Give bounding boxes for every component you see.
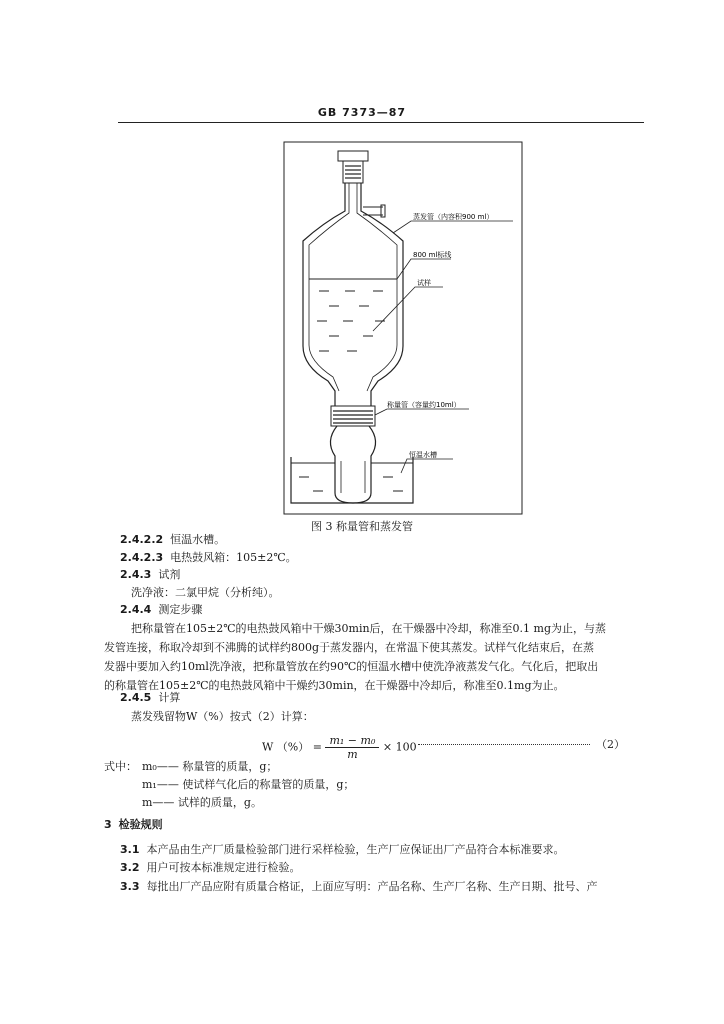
clause-245-body: 蒸发残留物W（%）按式（2）计算： <box>131 710 314 723</box>
formula <box>262 734 417 761</box>
clause-244-line-3: 发器中要加入约10ml洗净液，把称量管放在约90℃的恒温水槽中使洗净液蒸发气化。气化后，把取出 <box>104 660 599 673</box>
formula-lhs: W （%） = <box>262 740 322 754</box>
clause-32: 3.2 用户可按本标准规定进行检验。 <box>120 861 301 874</box>
label-mark: 800 ml标线 <box>413 251 452 259</box>
clause-33: 3.3 每批出厂产品应附有质量合格证，上面应写明：产品名称、生产厂名称、生产日期、批号、产 <box>120 880 598 893</box>
formula-leader <box>418 744 590 745</box>
clause-244: 2.4.4 测定步骤 <box>120 603 203 616</box>
where-line-2: m₁—— 使试样气化后的称量管的质量，g； <box>142 778 355 791</box>
stopper-cap <box>338 151 368 161</box>
clause-31: 3.1 本产品由生产厂质量检验部门进行采样检验，生产厂应保证出厂产品符合本标准要求。 <box>120 843 565 856</box>
water-bath <box>291 457 413 503</box>
formula-fraction <box>325 734 379 761</box>
stopper-thread <box>343 161 363 183</box>
clause-243-body: 洗净液：二氯甲烷（分析纯）。 <box>131 586 280 599</box>
label-sample: 试样 <box>417 279 431 287</box>
where-line-3: m—— 试样的质量，g。 <box>142 796 262 809</box>
formula-numerator: m₁ − m₀ <box>325 734 379 748</box>
page-header: GB 7373—87 <box>317 106 407 119</box>
clause-244-line-1: 把称量管在105±2℃的电热鼓风箱中干燥30min后，在干燥器中冷却，称准至0.1 mg为止，与蒸 <box>131 622 607 635</box>
apparatus-figure <box>283 141 523 515</box>
label-evap: 蒸发管（内容积900 ml） <box>413 213 494 221</box>
clause-2422: 2.4.2.2 恒温水槽。 <box>120 533 226 546</box>
clause-2423: 2.4.2.3 电热鼓风箱：105±2℃。 <box>120 551 297 564</box>
label-tube: 称量管（容量约10ml） <box>387 401 461 409</box>
weighing-tube <box>330 426 375 503</box>
formula-denominator: m <box>347 748 358 761</box>
label-bath: 恒温水槽 <box>409 451 437 459</box>
figure-caption: 图 3 称量管和蒸发管 <box>311 520 413 533</box>
header-rule <box>118 122 644 123</box>
clause-245: 2.4.5 计算 <box>120 691 181 704</box>
clause-244-line-4: 的称量管在105±2℃的电热鼓风箱中干燥约30min，在干燥器中冷却后，称准至0.1mg为止。 <box>104 679 565 692</box>
formula-number: （2） <box>596 738 625 751</box>
where-lead: 式中： <box>104 760 137 773</box>
formula-rhs: × 100 <box>382 740 417 754</box>
where-line-1: m₀—— 称量管的质量，g； <box>142 760 278 773</box>
clause-243: 2.4.3 试剂 <box>120 568 181 581</box>
clause-244-line-2: 发管连接，称取冷却到不沸腾的试样约800g于蒸发器内，在常温下使其蒸发。试样气化结束后，在蒸 <box>104 641 595 654</box>
section-3-heading: 3 检验规则 <box>104 818 163 831</box>
